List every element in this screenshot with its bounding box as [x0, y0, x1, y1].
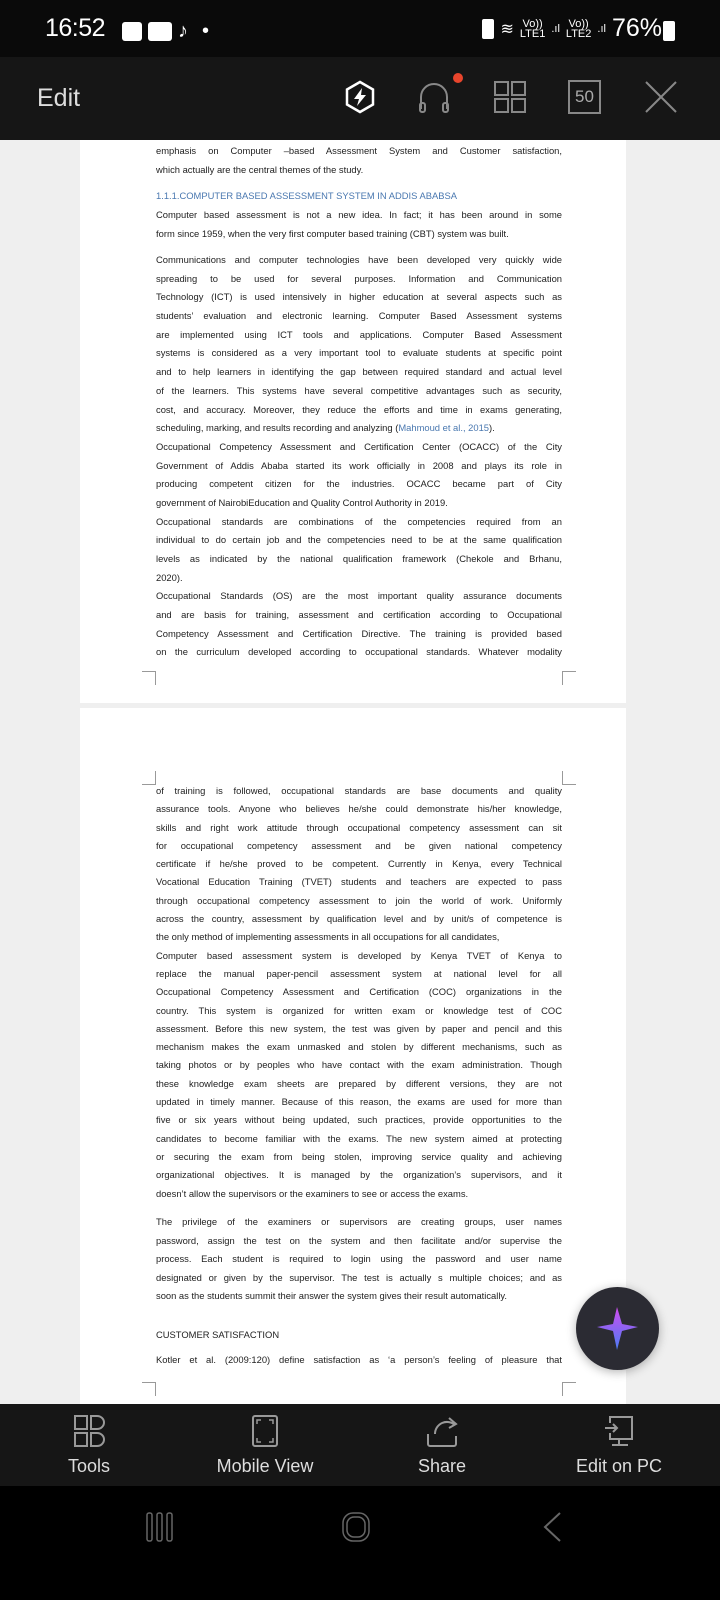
- text-line: students’ evaluation and electronic learning. Computer Based Assessment systems: [156, 310, 562, 322]
- status-bar: [0, 0, 720, 57]
- text-line: Occupational Competency Assessment and Certification (COC) organizations in the: [156, 986, 562, 998]
- section-heading: CUSTOMER SATISFACTION: [156, 1329, 280, 1340]
- text-line: form since 1959, when the very first computer based training (CBT) system was built.: [156, 227, 509, 239]
- edit-on-pc-button[interactable]: Edit on PC: [549, 1414, 689, 1477]
- paragraph: [156, 947, 562, 1203]
- text-line: Government of Addis Ababa started its work officially in 2008 and plays its role in: [156, 459, 562, 471]
- paragraph: [156, 513, 562, 588]
- text-line: cost, and accuracy. Moreover, they reduce the efforts and time in exams generating,: [156, 403, 562, 415]
- text-line: which actually are the central themes of the study.: [156, 163, 364, 175]
- paragraph: [156, 1213, 562, 1306]
- paragraph: [156, 587, 562, 662]
- body-text-page-2: [156, 782, 562, 1203]
- intro-paragraph: [156, 142, 562, 179]
- page-margin-mark: [562, 1382, 576, 1396]
- text-line: password, assign the test on the system and then facilitate and/or supervise the: [156, 1234, 562, 1246]
- battery-percent: 76%: [611, 14, 662, 42]
- ai-assistant-button[interactable]: [576, 1287, 659, 1370]
- mobile-view-button[interactable]: Mobile View: [195, 1414, 335, 1477]
- ai-tools-icon[interactable]: [342, 79, 378, 115]
- close-icon[interactable]: [643, 79, 679, 115]
- more-notifications-dot-icon: •: [202, 20, 210, 42]
- text-line: country. This system is organized for written exam or knowledge test of COC: [156, 1004, 562, 1016]
- text-line: Computer based assessment system is developed by Kenya TVET of Kenya to: [156, 949, 562, 961]
- recent-apps-icon[interactable]: [144, 1510, 176, 1544]
- text-line: systems is considered as a very important tool to evaluate students at specific point: [156, 347, 562, 359]
- tools-button[interactable]: Tools: [19, 1414, 159, 1477]
- text-line: of training is followed, occupational standards are base documents and quality: [156, 785, 562, 796]
- text-line: process. Each student is required to login using the password and user name: [156, 1253, 562, 1264]
- notification-dot: [453, 73, 463, 83]
- paragraph: [156, 438, 562, 513]
- sim2-label: LTE2: [565, 27, 592, 40]
- page-margin-mark: [142, 671, 156, 685]
- text-line: 2020).: [156, 571, 183, 583]
- section-heading: 1.1.1.COMPUTER BASED ASSESSMENT SYSTEM IN ADDIS ABABSA: [156, 190, 457, 201]
- wifi-icon: ≋: [500, 20, 514, 38]
- back-icon[interactable]: [540, 1510, 564, 1544]
- text-line: replace the manual paper-pencil assessment system at national level for all: [156, 967, 562, 979]
- text-line: through occupational competency assessment to join the world of work. Uniformly: [156, 894, 562, 906]
- text-line-with-citation: scheduling, marking, and results recording and analyzing (Mahmoud et al., 2015).: [156, 422, 495, 434]
- text-line: the only method of implementing assessments in all occupations for all candidates,: [156, 931, 500, 943]
- text-line: assessment. Before this new system, the test was given by paper and pencil and this: [156, 1022, 562, 1034]
- text-line: Technology (ICT) is used intensively in higher education at several aspects such as: [156, 291, 562, 303]
- volte-label: Vo)): [522, 17, 543, 30]
- text-line: five or six years without being updated, such practices, provide opportunities to the: [156, 1114, 562, 1126]
- battery-saver-icon: [482, 19, 494, 39]
- gallery-notification-icon: [122, 22, 142, 41]
- text-line: government of NairobiEducation and Quality Control Authority in 2019.: [156, 496, 448, 508]
- text-line: The privilege of the examiners or supervisors are creating groups, user names: [156, 1216, 562, 1227]
- text-line: emphasis on Computer –based Assessment System and Customer satisfaction,: [156, 145, 562, 156]
- page-margin-mark: [562, 771, 576, 785]
- text-line: Communications and computer technologies have been developed very quickly wide: [156, 254, 562, 265]
- text-line: Kotler et al. (2009:120) define satisfaction as ‘a person’s feeling of pleasure that: [156, 1354, 562, 1365]
- text-line: for occupational competency assessment and be given national competency: [156, 839, 562, 851]
- text-line: Occupational Standards (OS) are the most important quality assurance documents: [156, 590, 562, 602]
- page-margin-mark: [142, 1382, 156, 1396]
- read-aloud-headphones-icon[interactable]: [416, 79, 452, 115]
- top-toolbar: [0, 57, 720, 140]
- paragraph: [156, 1351, 562, 1370]
- text-line: individual to do certain job and the competencies need to be at the same qualification: [156, 534, 562, 546]
- edit-button[interactable]: Edit: [37, 84, 81, 112]
- text-line: mechanism makes the exam unmasked and stolen by different mechanisms, such as: [156, 1041, 562, 1053]
- text-line: of the learners. This systems have several competitive advantages such as security,: [156, 384, 562, 396]
- text-line: Vocational Education Training (TVET) students and teachers are expected to pass: [156, 876, 562, 888]
- share-icon: [425, 1414, 459, 1448]
- text-line: soon as the students summit their answer the system gives their result automatically.: [156, 1290, 508, 1301]
- text-line: and to help learners in identifying the gap between required standard and actual level: [156, 366, 562, 378]
- youtube-notification-icon: [148, 22, 172, 41]
- volte-label: Vo)): [568, 17, 589, 30]
- paragraph: [156, 251, 562, 419]
- share-button[interactable]: Share: [372, 1414, 512, 1477]
- signal-icon: .ıl: [551, 22, 560, 35]
- text-line: doesn’t allow the supervisors or the examiners to see or access the exams.: [156, 1187, 469, 1199]
- signal-icon: .ıl: [597, 22, 606, 35]
- text-line: or securing the exam from being stolen, improving service quality and achieving: [156, 1150, 562, 1162]
- text-line: skills and right work attitude through occupational competency assessment can sit: [156, 821, 562, 833]
- sparkle-icon: [576, 1287, 659, 1370]
- text-line: assurance tools. Anyone who believes he/she could demonstrate his/her knowledge,: [156, 803, 562, 815]
- edit-on-pc-icon: [602, 1414, 636, 1448]
- text-line: producing competent citizen for the industries. OCACC became part of City: [156, 478, 562, 490]
- text-line: Competency Assessment and Certification Directive. The training is provided based: [156, 627, 562, 639]
- grid-view-icon[interactable]: [492, 79, 528, 115]
- citation-link[interactable]: Mahmoud et al., 2015: [398, 422, 490, 434]
- text-line: levels as indicated by the national qualification framework (Chekole and Brhanu,: [156, 553, 562, 564]
- paragraph: [156, 782, 562, 947]
- paragraph: [156, 206, 562, 243]
- text-line: on the curriculum developed according to occupational standards. Whatever modality: [156, 646, 562, 658]
- body-text-page-1: [156, 251, 562, 662]
- text-line: Occupational standards are combinations of the competencies required from an: [156, 515, 562, 527]
- text-line: candidates to become familiar with the exams. The new system aimed at protecting: [156, 1132, 562, 1144]
- text-line: are implemented using ICT tools and applications. Computer Based Assessment: [156, 328, 562, 340]
- text-line: certificate if he/she proved to be competent. Currently in Kenya, every Technical: [156, 858, 562, 870]
- text-line: updated in timely manner. Because of this reason, the exams are used for more than: [156, 1096, 562, 1108]
- bottom-toolbar: [0, 1404, 720, 1486]
- text-line: across the country, assessment by qualification level and by unit/s of competence is: [156, 913, 562, 925]
- text-line: Occupational Competency Assessment and Certification Center (OCACC) of the City: [156, 440, 562, 452]
- text-line: organizational objectives. It is managed by the organization’s supervisors, and it: [156, 1169, 562, 1181]
- home-icon[interactable]: [340, 1510, 372, 1544]
- page-margin-mark: [142, 771, 156, 785]
- text-line: designated or given by the supervisor. The test is actually s multiple choices; and as: [156, 1271, 562, 1283]
- sim1-label: LTE1: [519, 27, 546, 40]
- system-navigation-bar: [0, 1486, 720, 1600]
- battery-charging-icon: [663, 21, 675, 41]
- text-line: taking photos or by peoples who have contact with the exam administration. Though: [156, 1059, 562, 1071]
- clock: 16:52: [45, 14, 106, 42]
- tiktok-notification-icon: ♪: [178, 20, 188, 42]
- text-line: and are basis for training, assessment and certification according to Occupational: [156, 609, 562, 621]
- text-line: spreading to be used for several purposes. Information and Communication: [156, 272, 562, 284]
- page-margin-mark: [562, 671, 576, 685]
- page-zoom-button[interactable]: 50: [568, 80, 601, 114]
- text-line: Computer based assessment is not a new idea. In fact; it has been around in some: [156, 209, 562, 220]
- tools-icon: [73, 1414, 105, 1448]
- mobile-view-icon: [251, 1414, 279, 1448]
- text-line: these knowledge exam sheets are prepared by different versions, they are not: [156, 1077, 562, 1089]
